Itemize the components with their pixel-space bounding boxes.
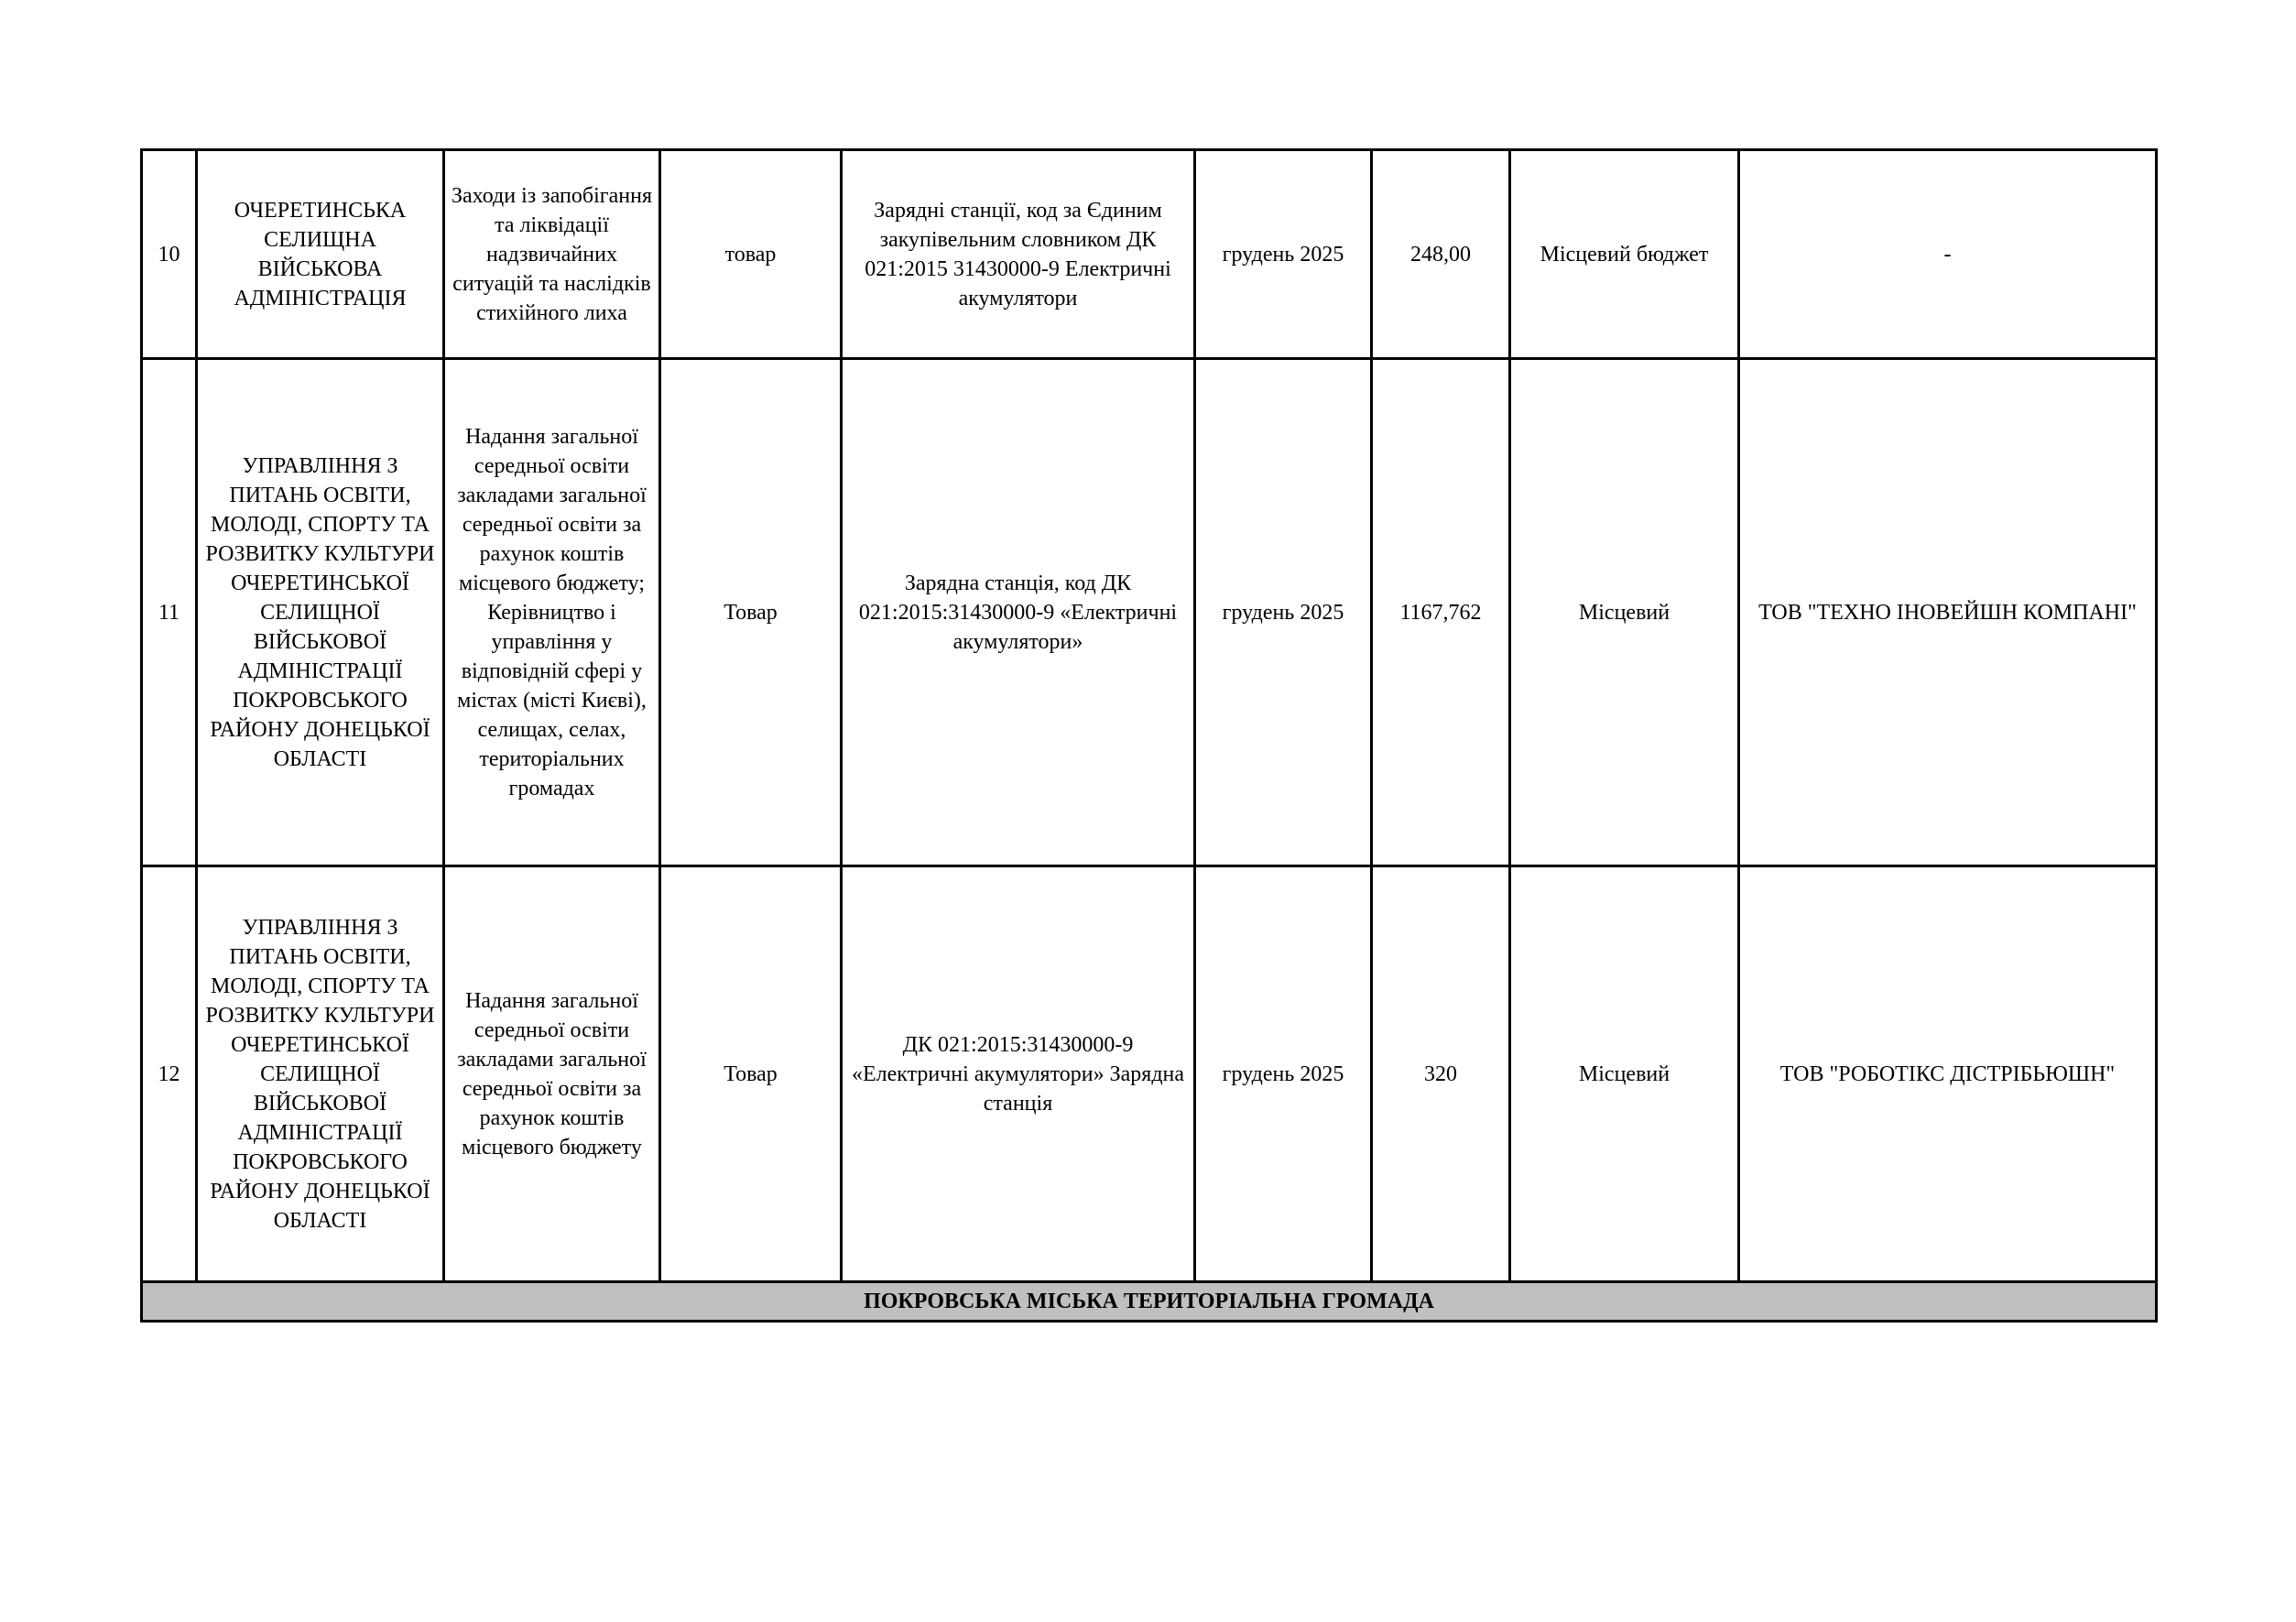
budget-purpose: Надання загальної середньої освіти закладами загальної середньої освіти за рахунок коштів місцевого бюджету; Керівництво і управління у відповідній сфері у містах (місті Києві), селищах, селах, територіальних громадах	[444, 359, 660, 866]
procurement-amount: 248,00	[1372, 150, 1510, 359]
table-row	[142, 150, 2157, 359]
row-number: 10	[142, 150, 197, 359]
procurement-amount: 1167,762	[1372, 359, 1510, 866]
funding-source: Місцевий	[1510, 866, 1739, 1282]
supplier-name: -	[1739, 150, 2157, 359]
supplier-name: ТОВ "ТЕХНО ІНОВЕЙШН КОМПАНІ"	[1739, 359, 2157, 866]
funding-source: Місцевий бюджет	[1510, 150, 1739, 359]
section-title: ПОКРОВСЬКА МІСЬКА ТЕРИТОРІАЛЬНА ГРОМАДА	[142, 1282, 2157, 1322]
procurement-date: грудень 2025	[1195, 866, 1372, 1282]
section-header-row	[142, 1282, 2157, 1322]
procurement-date: грудень 2025	[1195, 359, 1372, 866]
procurement-subject: Зарядна станція, код ДК 021:2015:31430000-9 «Електричні акумулятори»	[842, 359, 1195, 866]
table-row	[142, 359, 2157, 866]
customer-name: УПРАВЛІННЯ З ПИТАНЬ ОСВІТИ, МОЛОДІ, СПОРТУ ТА РОЗВИТКУ КУЛЬТУРИ ОЧЕРЕТИНСЬКОЇ СЕЛИЩНОЇ ВІЙСЬКОВОЇ АДМІНІСТРАЦІЇ ПОКРОВСЬКОГО РАЙОНУ ДОНЕЦЬКОЇ ОБЛАСТІ	[197, 359, 444, 866]
supplier-name: ТОВ "РОБОТІКС ДІСТРІБЬЮШН"	[1739, 866, 2157, 1282]
procurement-table	[140, 148, 2158, 1323]
procurement-subject: ДК 021:2015:31430000-9 «Електричні акумулятори» Зарядна станція	[842, 866, 1195, 1282]
table-row	[142, 866, 2157, 1282]
row-number: 11	[142, 359, 197, 866]
procurement-type: Товар	[660, 866, 842, 1282]
procurement-amount: 320	[1372, 866, 1510, 1282]
row-number: 12	[142, 866, 197, 1282]
budget-purpose: Заходи із запобігання та ліквідації надзвичайних ситуацій та наслідків стихійного лиха	[444, 150, 660, 359]
funding-source: Місцевий	[1510, 359, 1739, 866]
procurement-date: грудень 2025	[1195, 150, 1372, 359]
procurement-subject: Зарядні станції, код за Єдиним закупівельним словником ДК 021:2015 31430000-9 Електричні акумулятори	[842, 150, 1195, 359]
customer-name: ОЧЕРЕТИНСЬКА СЕЛИЩНА ВІЙСЬКОВА АДМІНІСТРАЦІЯ	[197, 150, 444, 359]
procurement-type: Товар	[660, 359, 842, 866]
budget-purpose: Надання загальної середньої освіти закладами загальної середньої освіти за рахунок коштів місцевого бюджету	[444, 866, 660, 1282]
customer-name: УПРАВЛІННЯ З ПИТАНЬ ОСВІТИ, МОЛОДІ, СПОРТУ ТА РОЗВИТКУ КУЛЬТУРИ ОЧЕРЕТИНСЬКОЇ СЕЛИЩНОЇ ВІЙСЬКОВОЇ АДМІНІСТРАЦІЇ ПОКРОВСЬКОГО РАЙОНУ ДОНЕЦЬКОЇ ОБЛАСТІ	[197, 866, 444, 1282]
procurement-type: товар	[660, 150, 842, 359]
